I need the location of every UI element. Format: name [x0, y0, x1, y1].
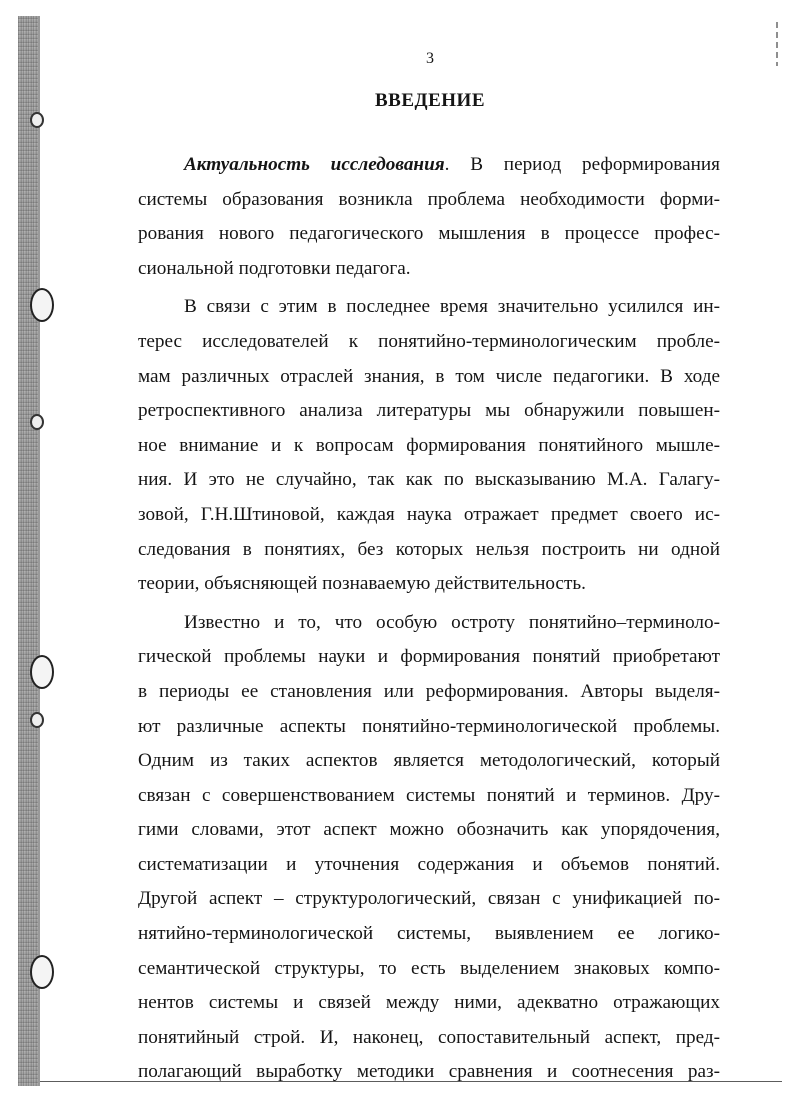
paragraph-line: связан с совершенствованием системы понятий и терминов. Дру-: [138, 784, 720, 806]
paragraph-line: гими словами, этот аспект можно обозначить как упорядочения,: [138, 819, 720, 841]
paragraph-line: понятийный строй. И, наконец, сопоставительный аспект, пред-: [138, 1026, 720, 1048]
paragraph-line: систематизации и уточнения содержания и объемов понятий.: [138, 853, 720, 875]
paragraph-line: ют различные аспекты понятийно-терминологической проблемы.: [138, 715, 720, 737]
paragraph-line: Актуальность исследования. В период реформирования: [184, 154, 720, 175]
staple-mark: [30, 414, 44, 430]
punch-hole: [30, 655, 54, 689]
paragraph-line: терес исследователей к понятийно-терминологическим пробле-: [138, 330, 720, 352]
lead-phrase: Актуальность исследования: [184, 154, 445, 175]
paragraph-line: Другой аспект – структурологический, связан с унификацией по-: [138, 888, 720, 910]
binding-strip: [18, 16, 38, 1086]
paragraph-line: В связи с этим в последнее время значительно усилился ин-: [184, 296, 720, 318]
paragraph-line: ное внимание и к вопросам формирования понятийного мышле-: [138, 434, 720, 456]
paragraph-line: мам различных отраслей знания, в том числе педагогики. В ходе: [138, 365, 720, 387]
staple-mark: [30, 112, 44, 128]
paragraph-line: ния. И это не случайно, так как по высказыванию М.А. Галагу-: [138, 469, 720, 491]
paragraph-line: в периоды ее становления или реформирования. Авторы выделя-: [138, 680, 720, 702]
body-text: [138, 148, 720, 1090]
paragraph-line: Известно и то, что особую остроту понятийно–терминоло-: [184, 611, 720, 633]
paragraph-line: ретроспективного анализа литературы мы обнаружили повышен-: [138, 400, 720, 422]
paragraph-line: рования нового педагогического мышления в процессе профес-: [138, 223, 720, 245]
paragraph-line: теории, объясняющей познаваемую действительность.: [138, 573, 586, 595]
paragraph-line: полагающий выработку методики сравнения и соотнесения раз-: [138, 1061, 720, 1083]
paragraph-line: следования в понятиях, без которых нельзя построить ни одной: [138, 538, 720, 560]
punch-hole: [30, 288, 54, 322]
paragraph-line: сиональной подготовки педагога.: [138, 257, 411, 279]
staple-mark: [30, 712, 44, 728]
punch-hole: [30, 955, 54, 989]
paragraph-line: нентов системы и связей между ними, адекватно отражающих: [138, 992, 720, 1014]
paragraph-line: системы образования возникла проблема необходимости форми-: [138, 188, 720, 210]
paragraph-line: Одним из таких аспектов является методологический, который: [138, 750, 720, 772]
paragraph-line: семантической структуры, то есть выделением знаковых компо-: [138, 957, 720, 979]
paragraph-line: нятийно-терминологической системы, выявлением ее логико-: [138, 923, 720, 945]
paragraph-line: зовой, Г.Н.Штиновой, каждая наука отражает предмет своего ис-: [138, 503, 720, 525]
binding-edge: [38, 16, 40, 1086]
page-number: 3: [426, 50, 434, 67]
paragraph-line: гической проблемы науки и формирования понятий приобретают: [138, 646, 720, 668]
section-heading: ВВЕДЕНИЕ: [375, 90, 485, 111]
